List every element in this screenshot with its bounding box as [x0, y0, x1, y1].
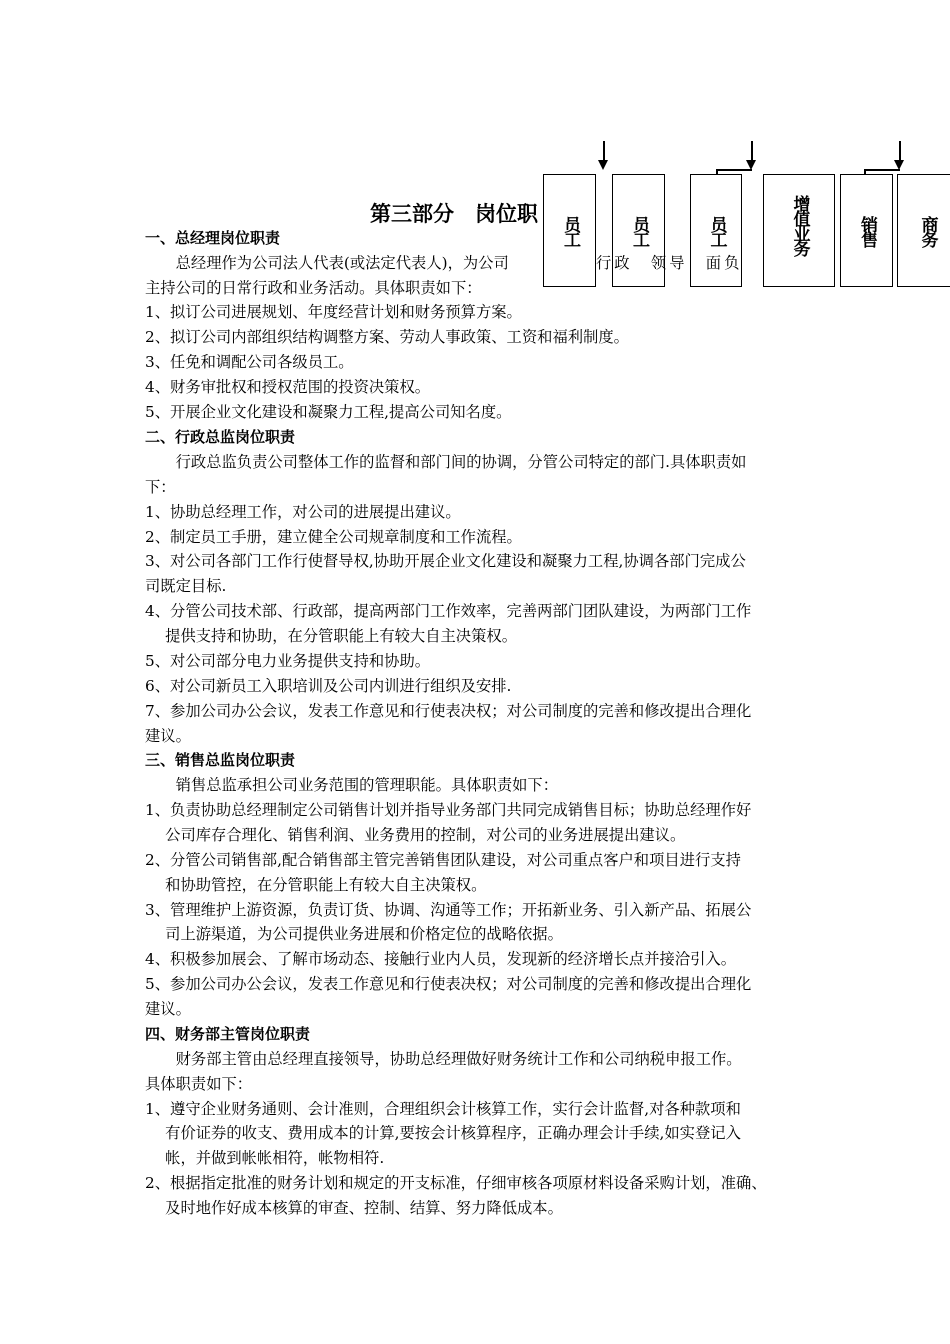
- overflow-fragment: 行政 领导 面负: [596, 254, 743, 272]
- list-item: 2、拟订公司内部组织结构调整方案、劳动人事政策、工资和福利制度。: [145, 328, 629, 346]
- document-title: 第三部分 岗位职: [370, 201, 538, 226]
- list-item: 1、负责协助总经理制定公司销售计划并指导业务部门共同完成销售目标；协助总经理作好: [145, 801, 752, 819]
- org-box-sales: 销售: [840, 174, 893, 287]
- list-item: 5、参加公司办公会议，发表工作意见和行使表决权；对公司制度的完善和修改提出合理化: [145, 975, 752, 993]
- section-heading: 四、财务部主管岗位职责: [145, 1025, 311, 1043]
- list-item: 2、分管公司销售部,配合销售部主管完善销售团队建设，对公司重点客户和项目进行支持: [145, 851, 741, 869]
- paragraph-line: 财务部主管由总经理直接领导，协助总经理做好财务统计工作和公司纳税申报工作。: [145, 1050, 742, 1068]
- list-item: 3、对公司各部门工作行使督导权,协助开展企业文化建设和凝聚力工程,协调各部门完成公: [145, 552, 746, 570]
- connector-line: [864, 169, 900, 171]
- list-item: 1、协助总经理工作，对公司的进展提出建议。: [145, 503, 461, 521]
- list-item: 6、对公司新员工入职培训及公司内训进行组织及安排.: [145, 677, 512, 695]
- list-item: 建议。: [145, 727, 191, 745]
- connector-line: [899, 141, 901, 161]
- paragraph-line: 具体职责如下：: [145, 1075, 253, 1093]
- connector-line: [716, 169, 752, 171]
- list-item: 5、对公司部分电力业务提供支持和协助。: [145, 652, 431, 670]
- list-item: 4、分管公司技术部、行政部，提高两部门工作效率，完善两部门团队建设，为两部门工作: [145, 602, 752, 620]
- paragraph-line: 主持公司的日常行政和业务活动。具体职责如下：: [145, 279, 482, 297]
- paragraph-line: 总经理作为公司法人代表(或法定代表人)，为公司: [145, 254, 509, 272]
- org-box-value-added: 增值业务: [763, 174, 835, 287]
- list-item: 1、遵守企业财务通则、会计准则，合理组织会计核算工作，实行会计监督,对各种款项和: [145, 1100, 741, 1118]
- connector-line: [751, 141, 753, 161]
- paragraph-line: 行政总监负责公司整体工作的监督和部门间的协调，分管公司特定的部门.具体职责如: [145, 453, 747, 471]
- list-item: 1、拟订公司进展规划、年度经营计划和财务预算方案。: [145, 303, 522, 321]
- org-box-staff-2: 员工: [612, 174, 665, 287]
- list-item: 帐，并做到帐帐相符，帐物相符.: [145, 1149, 385, 1167]
- list-item: 3、任免和调配公司各级员工。: [145, 353, 354, 371]
- list-item: 建议。: [145, 1000, 191, 1018]
- arrow-down-icon: [598, 160, 608, 170]
- list-item: 2、制定员工手册，建立健全公司规章制度和工作流程。: [145, 528, 522, 546]
- list-item: 司上游渠道，为公司提供业务进展和价格定位的战略依据。: [145, 925, 563, 943]
- list-item: 及时地作好成本核算的审查、控制、结算、努力降低成本。: [145, 1199, 563, 1217]
- list-item: 3、管理维护上游资源，负责订货、协调、沟通等工作；开拓新业务、引入新产品、拓展公: [145, 901, 752, 919]
- org-box-staff-3: 员工: [690, 174, 742, 287]
- list-item: 和协助管控，在分管职能上有较大自主决策权。: [145, 876, 487, 894]
- list-item: 4、财务审批权和授权范围的投资决策权。: [145, 378, 431, 396]
- section-heading: 一、总经理岗位职责: [145, 229, 281, 247]
- list-item: 司既定目标.: [145, 577, 227, 595]
- list-item: 提供支持和协助，在分管职能上有较大自主决策权。: [145, 627, 517, 645]
- list-item: 公司库存合理化、销售利润、业务费用的控制，对公司的业务进展提出建议。: [145, 826, 686, 844]
- org-box-business: 商务: [897, 174, 950, 287]
- paragraph-line: 下：: [145, 478, 176, 496]
- list-item: 有价证券的收支、费用成本的计算,要按会计核算程序，正确办理会计手续,如实登记入: [145, 1124, 741, 1142]
- list-item: 7、参加公司办公会议，发表工作意见和行使表决权；对公司制度的完善和修改提出合理化: [145, 702, 752, 720]
- paragraph-line: 销售总监承担公司业务范围的管理职能。具体职责如下：: [145, 776, 559, 794]
- section-heading: 三、销售总监岗位职责: [145, 751, 296, 769]
- section-heading: 二、行政总监岗位职责: [145, 428, 296, 446]
- list-item: 5、开展企业文化建设和凝聚力工程,提高公司知名度。: [145, 403, 512, 421]
- list-item: 4、积极参加展会、了解市场动态、接触行业内人员，发现新的经济增长点并接洽引入。: [145, 950, 737, 968]
- list-item: 2、根据指定批准的财务计划和规定的开支标准，仔细审核各项原材料设备采购计划，准确、: [145, 1174, 767, 1192]
- connector-line: [603, 141, 605, 161]
- org-box-staff-1: 员工: [543, 174, 596, 287]
